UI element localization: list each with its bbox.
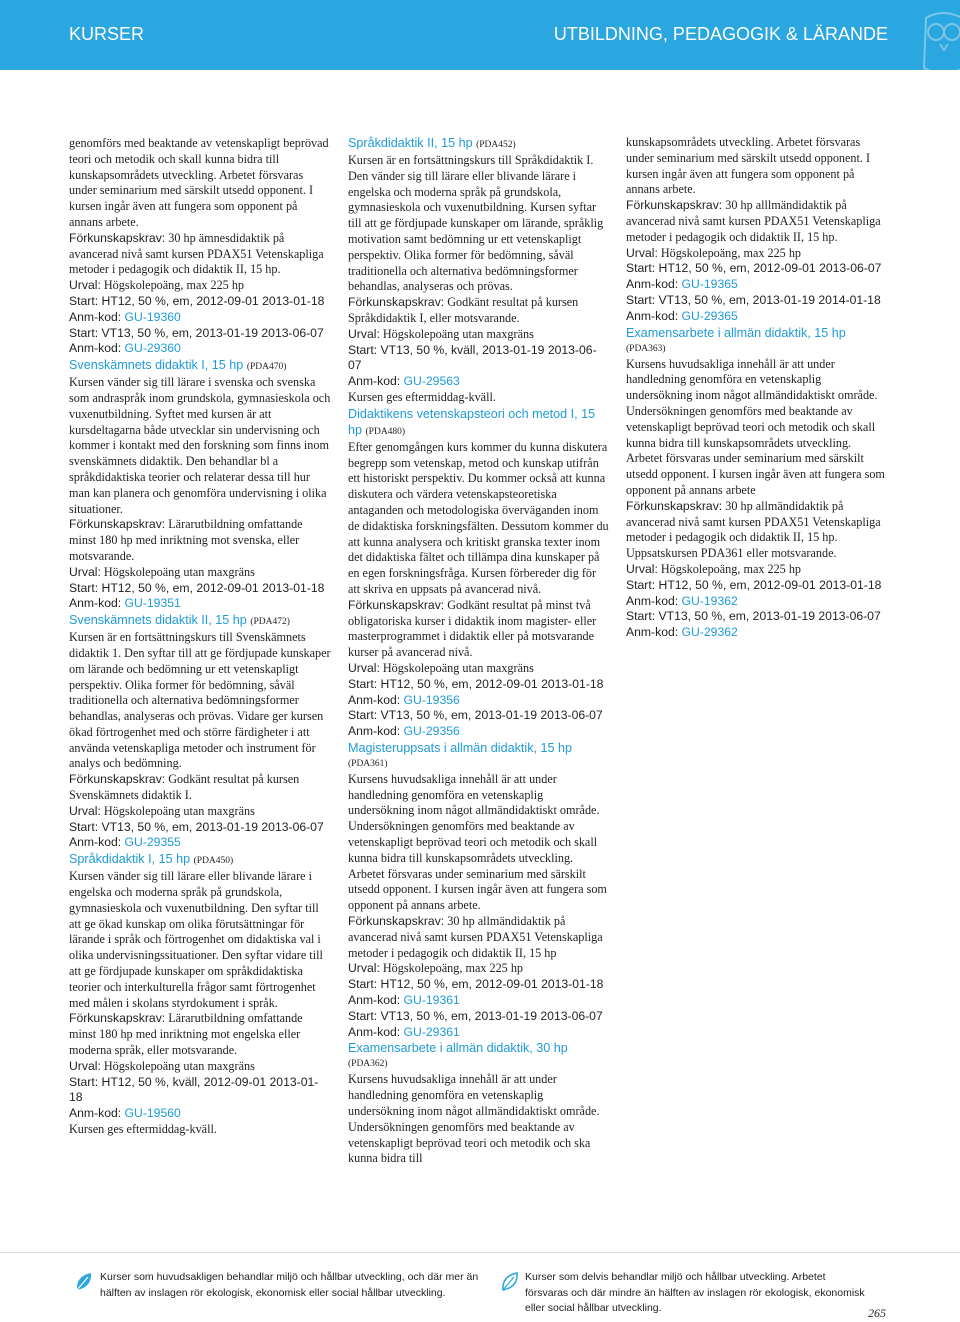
course-start: Start: VT13, 50 %, em, 2013-01-19 2013-06-07 [626,609,881,624]
column-3 [626,135,888,641]
course-title: Magisteruppsats i allmän didaktik, 15 hp [348,740,573,755]
legend-main-sustainability: Kurser som huvudsakligen behandlar miljö och hållbar utveckling, och där mer än hälften av inslagen rör ekologisk, ekonomisk eller social hållbar utveckling. [100,1271,479,1299]
course-code: Anm-kod: GU-19361 [348,993,460,1008]
course-start: Start: HT12, 50 %, em, 2012-09-01 2013-01-18 [348,676,604,691]
intro-start-1: Start: HT12, 50 %, em, 2012-09-01 2013-01-18 [69,293,325,308]
course-code: Anm-kod: GU-19351 [69,596,181,611]
course-start: Start: VT13, 50 %, em, 2013-01-19 2013-06-07 [348,1008,603,1023]
course-prereq: Förkunskapskrav: Lärarutbildning omfattande minst 180 hp med inriktning mot svenska, eller motsvarande. [69,517,303,563]
intro-start-2: Start: VT13, 50 %, em, 2013-01-19 2014-01-18 [626,292,881,307]
course-selection: Urval: Högskolepoäng utan maxgräns [348,326,534,341]
owl-icon [918,8,960,70]
course-description: Efter genomgången kurs kommer du kunna diskutera begrepp som vetenskap, metod och kunskap utifrån ett historiskt perspektiv. Du kommer också att kunna diskutera och värdera vetenskapsteoretiska antaganden och metodologiska överväganden inom de didaktiska forskningsfälten. Dessutom kommer du att kunna analysera och kritiskt granska texter inom det didaktiska fältet och tillämpa dina kunskaper på en egen forskningsfråga. Kursen förbereder dig för att skriva en uppsats på avancerad nivå. [348,439,609,596]
course-selection: Urval: Högskolepoäng utan maxgräns [69,1058,255,1073]
course-prereq: Förkunskapskrav: Godkänt resultat på kursen Svenskämnets didaktik I. [69,772,300,803]
legend-partial-sustainability: Kurser som delvis behandlar miljö och hållbar utveckling. Arbetet försvaras och där mindre än hälften av inslagen rör ekologisk, ekonomisk eller social hållbar utveckling. [525,1271,865,1314]
intro-code-2: Anm-kod: GU-29365 [626,308,738,323]
intro-code-2: Anm-kod: GU-29360 [69,341,181,356]
course-code-id: (PDA362) [348,1059,388,1070]
course-description: Kursens huvudsakliga innehåll är att under handledning genomföra en vetenskaplig undersökning inom något allmändidaktiskt område. Undersökningen genomförs med beaktande av vetenskapligt beprövad teori och metodik och ska kunna bidra till [348,1072,600,1166]
chapter-title: UTBILDNING, PEDAGOGIK & LÄRANDE [553,24,888,44]
footer-divider [0,1252,960,1253]
course-note: Kursen ges eftermiddag-kväll. [69,1122,217,1137]
column-1 [69,136,331,1138]
course-selection: Urval: Högskolepoäng utan maxgräns [348,660,534,675]
leaf-icon [74,1270,94,1292]
intro-prereq: Förkunskapskrav: 30 hp alllmändidaktik på avancerad nivå samt kursen PDAX51 Vetenskapliga metoder i pedagogik och didaktik II, 15 hp. [626,198,881,244]
intro-prereq: Förkunskapskrav: 30 hp ämnesdidaktik på avancerad nivå samt kursen PDAX51 Vetenskapliga metoder i pedagogik och didaktik II, 15 hp. [69,230,324,277]
course-prereq: Förkunskapskrav: Godkänt resultat på kursen Språkdidaktik I, eller motsvarande. [348,295,579,325]
course-description: Kursen vänder sig till lärare i svenska och svenska som andraspråk inom grundskola, gymnasieskola och vuxenutbildning. Syftet med kursen är att kursdeltagarna både utvecklar sin undervisning och kommer i kontakt med den forskning som finns inom svenskämnets didaktik. Den behandlar bl a språkdidaktiska teorier och relaterar dessa till hur man kan planera och genomföra undervisning i olika situationer. [69,375,331,516]
course-description: Kursen vänder sig till lärare eller blivande lärare i engelska och moderna språk på grundskola, gymnasieskola och vuxenutbildning. Den syftar till att ge ökad kunskap om olika förutsättningar för lärande i språk och förtrogenhet om didaktiska val i olika undervisningssituationer. Den syftar vidare till att ge fördjupade kunskaper om språkdidaktiska teorier och interkulturella frågor samt förtrogenhet med målen i skolans styrdokument i språk. [69,869,323,1010]
course-start: Start: VT13, 50 %, em, 2013-01-19 2013-06-07 [348,708,603,723]
intro-start-2: Start: VT13, 50 %, em, 2013-01-19 2013-06-07 [69,325,324,340]
course-code: Anm-kod: GU-29362 [626,625,738,640]
intro-selection: Urval: Högskolepoäng, max 225 hp [626,245,802,260]
intro-selection: Urval: Högskolepoäng, max 225 hp [69,278,245,293]
intro-code-1: Anm-kod: GU-19360 [69,309,181,324]
section-title: KURSER [69,24,145,44]
course-start: Start: HT12, 50 %, em, 2012-09-01 2013-01-18 [69,580,325,595]
course-code: Anm-kod: GU-29355 [69,835,181,850]
intro-text: kunskapsområdets utveckling. Arbetet försvaras under seminarium med särskilt utsedd opponent. I kursen ingår även att fungera som opponent på annans arbete. [626,135,871,197]
course-title: Examensarbete i allmän didaktik, 30 hp [348,1041,568,1056]
course-prereq: Förkunskapskrav: 30 hp allmändidaktik på avancerad nivå samt kursen PDAX51 Vetenskapliga metoder i pedagogik och didaktik II, 15 hp [348,914,603,960]
course-code: Anm-kod: GU-29563 [348,374,460,389]
course-title: Språkdidaktik II, 15 hp (PDA452) [348,136,516,150]
course-title: Svenskämnets didaktik II, 15 hp (PDA472) [69,613,290,628]
course-title: Examensarbete i allmän didaktik, 15 hp [626,325,846,340]
intro-start-1: Start: HT12, 50 %, em, 2012-09-01 2013-06-07 [626,261,882,276]
course-description: Kursen är en fortsättningskurs till Språkdidaktik I. Den vänder sig till lärare eller blivande lärare i engelska och moderna språk på grundskola, gymnasieskola och vuxenutbildning. Kursen syftar till att ge fördjupade kunskaper om lärande, språklig motivation samt bedömning ur ett vetenskapligt perspektiv. Olika former för bedömning, såväl traditionella och alternativa bedömningsformer behandlas, analyseras och prövas. [348,153,604,294]
course-title: Didaktikens vetenskapsteori och metod I, 15 hp (PDA480) [348,406,596,437]
course-selection: Urval: Högskolepoäng utan maxgräns [69,803,255,818]
page-number: 265 [868,1306,886,1320]
course-code: Anm-kod: GU-19362 [626,593,738,608]
course-description: Kursen är en fortsättningskurs till Svenskämnets didaktik 1. Den syftar till att ge fördjupade kunskaper om lärande och bedömning ur ett vetenskapligt perspektiv. Olika former för bedömning, såväl traditionella och alternativa bedömningsformer behandlas, analyseras och prövas. Vidare ger kursen ökad förtrogenhet med och större färdigheter i att använda vetenskapliga metoder och instrument för analys och bedömning. [69,630,331,771]
course-description: Kursens huvudsakliga innehåll är att under handledning genomföra en vetenskaplig undersökning inom något allmändidaktiskt område. Undersökningen genomförs med beaktande av vetenskapligt beprövad teori och metodik och skall kunna bidra till kunskapsområdets utveckling. Arbetet försvaras under seminarium med särskilt utsedd opponent. I kursen ingår även att fungera som opponent på annans arbete [626,356,885,497]
course-start: Start: VT13, 50 %, kväll, 2013-01-19 2013-06-07 [348,342,597,373]
course-title: Språkdidaktik I, 15 hp (PDA450) [69,852,234,867]
course-description: Kursens huvudsakliga innehåll är att under handledning genomföra en vetenskaplig undersökning inom något allmändidaktiskt område. Undersökningen genomförs med beaktande av vetenskapligt beprövad teori och metodik och skall kunna bidra till kunskapsområdets utveckling. Arbetet försvaras under seminarium med särskilt utsedd opponent. I kursen ingår även att fungera som opponent på annans arbete. [348,771,607,913]
course-start: Start: HT12, 50 %, kväll, 2012-09-01 2013-01-18 [69,1074,319,1105]
course-code-id: (PDA363) [626,343,666,354]
course-title: Svenskämnets didaktik I, 15 hp (PDA470) [69,358,287,373]
course-code: Anm-kod: GU-29361 [348,1024,460,1039]
course-start: Start: HT12, 50 %, em, 2012-09-01 2013-01-18 [348,977,604,992]
leaf-outline-icon [500,1270,520,1292]
course-code: Anm-kod: GU-19560 [69,1106,181,1121]
course-selection: Urval: Högskolepoäng, max 225 hp [348,961,524,976]
course-code: Anm-kod: GU-29356 [348,724,460,739]
page-header [0,0,960,70]
course-start: Start: HT12, 50 %, em, 2012-09-01 2013-01-18 [626,577,882,592]
course-prereq: Förkunskapskrav: Godkänt resultat på minst två obligatoriska kurser i didaktik inom magister- eller masterprogrammet i didaktik eller på motsvarande kurser på avancerad nivå. [348,597,597,660]
course-selection: Urval: Högskolepoäng utan maxgräns [69,564,255,579]
intro-text: genomförs med beaktande av vetenskapligt beprövad teori och metodik och skall kunna bidra till kunskapsområdets utveckling. Arbetet försvaras under seminarium med särskilt utsedd opponent. I kursen ingår även att fungera som opponent på annans arbete. [69,136,329,229]
intro-code-1: Anm-kod: GU-19365 [626,277,738,292]
course-prereq: Förkunskapskrav: 30 hp allmändidaktik på avancerad nivå samt kursen PDAX51 Vetenskapliga metoder i pedagogik och didaktik II, 15 hp. Uppsatskursen PDA361 eller motsvarande. [626,498,881,561]
column-2 [348,135,610,1167]
course-code: Anm-kod: GU-19356 [348,692,460,707]
course-selection: Urval: Högskolepoäng, max 225 hp [626,561,802,576]
selection-label: Urval: [69,278,101,293]
course-start: Start: VT13, 50 %, em, 2013-01-19 2013-06-07 [69,819,324,834]
course-note: Kursen ges eftermiddag-kväll. [348,389,496,404]
course-code-id: (PDA361) [348,758,388,769]
prereq-label: Förkunskapskrav: [69,230,166,245]
course-prereq: Förkunskapskrav: Lärarutbildning omfattande minst 180 hp med inriktning mot engelska eller moderna språk, eller motsvarande. [69,1011,303,1058]
